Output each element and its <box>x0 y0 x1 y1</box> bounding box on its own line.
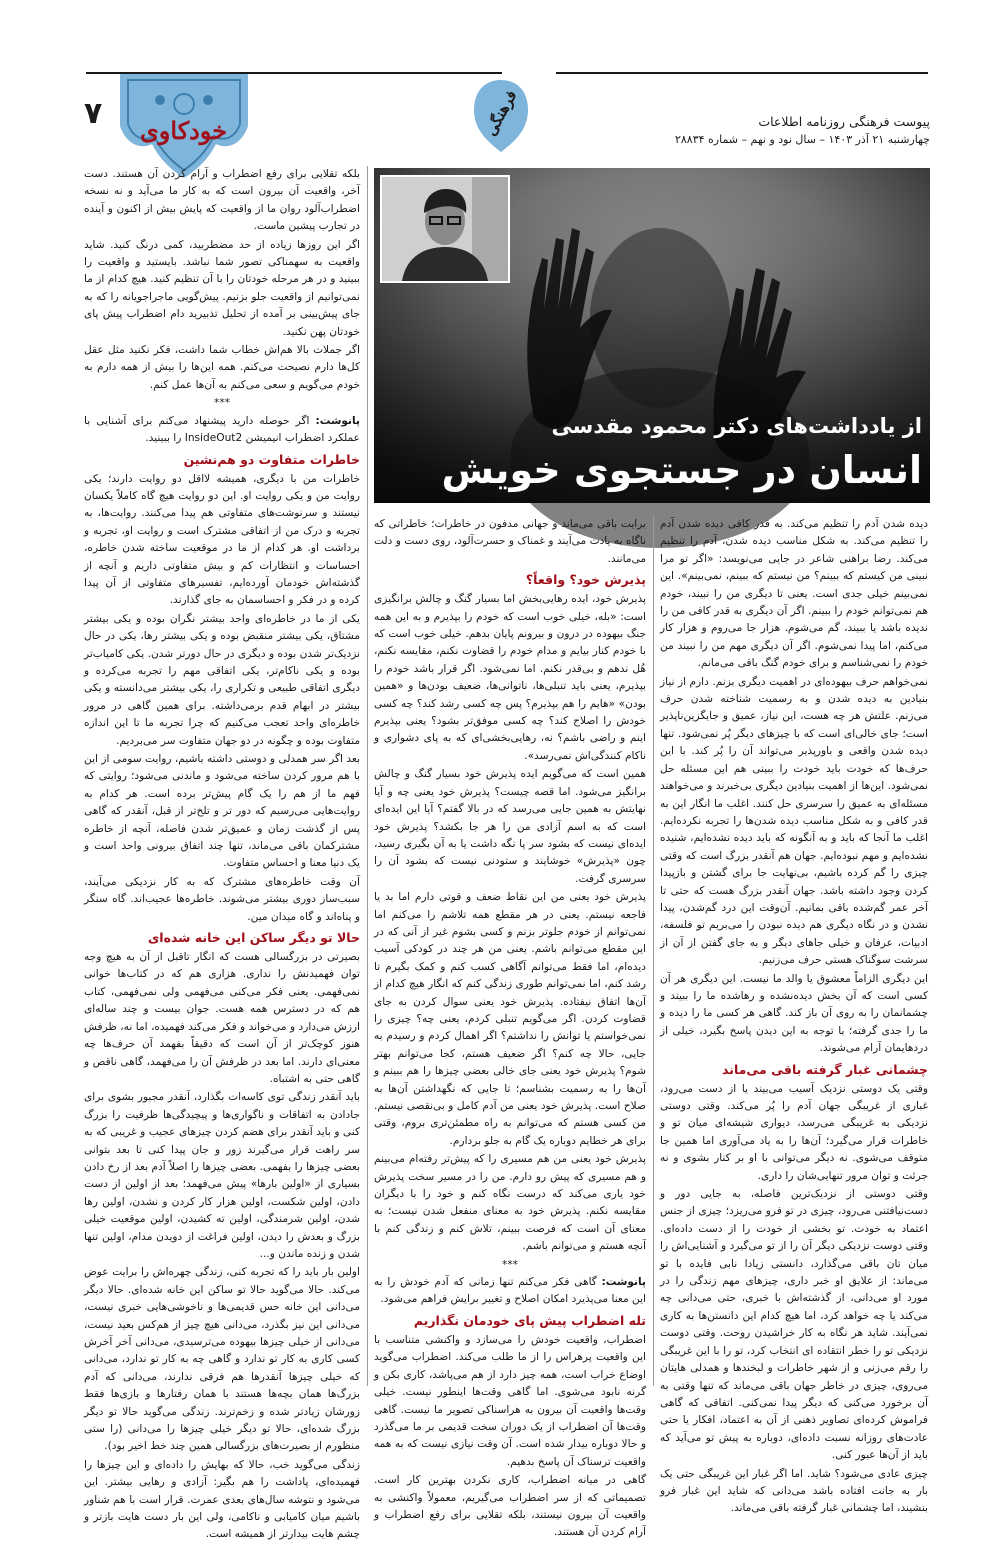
subheading: چشمانی غبار گرفته باقی می‌ماند <box>722 1061 928 1077</box>
paragraph: پذیرش خود یعنی من این نقاط ضعف و قوتی دارم اما بد یا فاجعه نیستم. یعنی در هر مقطع همه تلاشم را می‌کنم اما نمی‌توانم از خودم جلوتر بزنم و کسی بشوم غیر از آنی که در این مقطع می‌توانم باشم. یعنی من هر چند در کودکی آسیب دیده‌ام، اما فقط می‌توانم آگاهی کسب کنم و کمک بگیرم تا رشد کنم، اما نمی‌توانم طوری زندگی کنم که انگار هیچ کدام از آن‌ها اتفاق نیفتاده. پذیرش خود یعنی سوال کردن به جای قضاوت کردن. اگر می‌گویم تنبلی کردم، یعنی چه؟ چیزی را نمی‌خواستم یا توانش را نداشتم؟ اگر اهمال کردم و رسیدم به جایی، حالا چه کنم؟ اگر ضعیف هستم، کجا می‌توانم بهتر شوم؟ پذیرش خود یعنی جای خالی بعضی چیزها را هم ببینم و آن‌ها را به رسمیت بشناسم؛ تا جایی که نگهداشتن آن‌ها به صلاح است. پذیرش خود یعنی من آدم کامل و بی‌نقصی نیستم. من کسی هستم که می‌توانم به راه مطمئن‌تری بروم، وقتی برای هر خطایم دوباره یک گام به جلو بردارم. <box>374 891 646 1147</box>
paragraph: آن وقت خاطره‌های مشترک که به کار نزدیکی می‌آیند، سبب‌ساز دوری بیشتر می‌شوند. خاطره‌ها عجیب‌اند. گاه سنگر و پناه‌اند و گاه میدان مین. <box>84 875 360 923</box>
footnote-text: گاهی فکر می‌کنم تنها زمانی که آدم خودش را به این معنا می‌پذیرد امکان اصلاح و تغییر برایش فراهم می‌شود. <box>374 1276 646 1306</box>
footnote-label: پانوشت: <box>315 414 360 427</box>
paragraph: وقتی یک دوستی نزدیک آسیب می‌بیند یا از دست می‌رود، غباری از غریبگی جهان آدم را پُر می‌کند. وقتی دوستی نزدیکی به غریبگی می‌رسد، دیواری شیشه‌ای میان تو و خاطرات قرار می‌گیرد؛ آن‌ها را به یاد می‌آوری اما همین جا متوقف می‌شوی. نه دیگر می‌توانی با او بر کنار بشوی و نه جرئت و توان مرور تنهایی‌شان را داری. <box>660 1082 928 1182</box>
footnote <box>84 413 360 448</box>
paragraph: اضطراب، واقعیت خودش را می‌سازد و واکنشی متناسب با این واقعیت پرهراس را از ما طلب می‌کند. اضطراب می‌گوید اوضاع خراب است، همه چیز دارد از هم می‌پاشد، کاری بکن و گرنه نابود می‌شوی. اما گاهی وقت‌ها اینطور نیست. خیلی وقت‌ها واقعیت آن بیرون به هراسناکی تصویر ما نیست. گاهی وقت‌ها آن اضطراب از یک دوران سخت قدیمی بر ما می‌گذرد و حالا دوباره بیدار شده است. آن وقت نیازی نیست که به همه واقعیت ترسناک آن پاسخ بدهیم. <box>374 1333 646 1468</box>
logo-word: فرهنگی <box>481 87 521 139</box>
paragraph: این دیگری الزاماً معشوق یا والد ما نیست. این دیگری هر آن کسی است که آن بخش دیده‌نشده و رهاشده ما را ببیند و چشمانمان را به روی آن باز کند. گاهی هر کسی ما را دیده و ما را جدی گرفته؛ با توجه به این دیدن پاسخ بگیرد، خیلی از دردهایمان آرام می‌شوند. <box>660 972 928 1055</box>
paragraph: بلکه تقلایی برای رفع اضطراب و آرام کردن آن هستند. دست آخر، واقعیت آن بیرون است که به کار ما می‌آید و نه نسخه اضطراب‌آلود روان ما از واقعیت که پایش بیش از اکنون و آینده در تجارب پیشین ماست. <box>84 168 360 233</box>
separator-stars: *** <box>502 1258 518 1271</box>
column-divider <box>653 516 654 1386</box>
header-rule-right <box>556 72 928 74</box>
supplement-name: پیوست فرهنگی روزنامه اطلاعات <box>758 114 930 129</box>
article-title: انسان در جستجوی خویش <box>441 448 922 492</box>
subheading: خاطرات متفاوت دو هم‌نشین <box>183 451 360 467</box>
column-1 <box>660 516 928 1515</box>
supplement-logo <box>474 80 528 152</box>
paragraph: خاطرات من با دیگری، همیشه لااقل دو روایت دارند؛ یکی روایت من و یکی روایت او. این دو روایت هیچ گاه کاملاً یکسان نیستند و سرنوشت‌های متفاوتی هم پیدا می‌کنند. روایت‌ها، به تجربه و درک من از اتفاقی مشترک است و روایت او، تجربه و برداشت او. هر کدام از ما در موقعیت ساخته شدن خاطره، احساسات و انتظارات کم و بیش متفاوتی داریم و آنچه از گذشته‌اش خودمان آورده‌ایم، تفسیرهای متفاوتی از آن پیدا کرده و در فکر و احساسمان به جای گذارند. <box>84 472 360 607</box>
section-title: خودکاوی <box>140 116 228 145</box>
paragraph: گاهی در میانه اضطراب، کاری نکردن بهترین کار است. تصمیماتی که از سر اضطراب می‌گیریم، معمولاً واکنشی به واقعیت آن بیرون نیستند، بلکه تقلایی برای رفع اضطراب و آرام کردن آن هستند. <box>374 1474 646 1539</box>
page-number: ۷ <box>84 96 103 131</box>
separator-stars: *** <box>214 397 230 410</box>
column-2 <box>374 516 646 1539</box>
article-kicker: از یادداشت‌های دکتر محمود مقدسی <box>551 414 922 438</box>
paragraph: نمی‌خواهم حرف بیهوده‌ای در اهمیت دیگری بزنم. دارم از نیاز بنیادین به دیده شدن و به رسمیت شناخته شدن حرف می‌زنم. علتش هر چه هست، این نیاز، عمیق و جایگزین‌ناپذیر است؛ جای خالی‌ای است که با چیزهای دیگر پُر نمی‌شود. تنها دیده شدن واقعی و باورپذیر می‌تواند آن را پُر کند. با این حرف‌ها که خودت باید خودت را ببینی هم این مسئله حل نمی‌شود. این‌ها از اهمیت بنیادین دیگری بی‌خبرند و می‌خواهند مسئله‌ای به عمیق را سرسری حل کنند. اغلب ما انگار این به قدر کافی و به شکل مناسب دیده شدن‌ها را تجربه نکرده‌ایم. اغلب ما آنجا که باید و به آنگونه که باید دیده نشده‌ایم، شنیده نشده‌ایم و مهم نبوده‌ایم. جهان هم آنقدر بزرگ است که وقتی چیزی را گم کرده باشیم، بی‌نهایت جا برای گشتن و بازپیدا کردن وجود داشته باشد. جهان آنقدر بزرگ هست که حتی تا آخر عمر گم‌شده باقی بمانیم. آن‌وقت این درد گم‌شدن، پیدا نشدن و در نگاه دیگری هم دیده نبودن را می‌بریم تو فلسفه، ادبیات، عرفان و خیلی جاهای دیگر و به جای گفتن از آن از سرشت سوگناک هستی حرف می‌زنیم. <box>660 675 928 967</box>
film-title: InsideOut2 <box>184 432 243 445</box>
paragraph: بصیرتی در بزرگسالی هست که انگار تاقبل از آن به هیچ وجه توان فهمیدنش را نداری. هزاری هم که در کتاب‌ها خوانی نمی‌فهمی. یعنی فکر می‌کنی می‌فهمی ولی نمی‌فهمی، کتاب هم که در دسترس همه هست. جوان بیست و چند ساله‌ای ارزش می‌دارد و می‌خواند و فکر می‌کند فهمیده، اما نه، ظرفش هنوز کوچک‌تر از آن است که دقیقاً بفهمد آن حرف‌ها چه معنی‌ای دارند. اما بعد در ظرفش آن را می‌فهمد، گاهی ناقص و گاهی حتی به اشتباه. <box>84 951 360 1085</box>
paragraph: دیده شدن آدم را تنظیم می‌کند. به قدر کافی دیده شدن آدم را تنظیم می‌کند. به شکل مناسب دیده شدن، آدم را تنظیم می‌کند. رضا براهنی شاعر در جایی می‌نویسد: «اگر تو مرا نبینی من کیستم که ببینم؟ من نیستم که ببینم، نمی‌بینم». این نمی‌بینم خیلی جدی است. یعنی تا دیگری من را نبیند، خودم هم نمی‌توانم خودم را ببینم. اگر آن دیگری به قدر کافی من را ندیده باشد یا ببیند، گم می‌شوم. هزار جا می‌روم و هزار کار می‌کنم، اما پیدا نمی‌شوم. اگر آن دیگری مهم من را نبیند من خودم را نمی‌شناسم و برای خودم گنگ باقی می‌مانم. <box>660 518 928 670</box>
paragraph: اگر جملات بالا هم‌اش خطاب شما داشت، فکر نکنید مثل عقل کل‌ها دارم نصیحت می‌کنم. همه این‌ها را بیش از همه دارم به خودم می‌گویم و سعی می‌کنم به آن‌ها عمل کنم. <box>84 344 360 391</box>
footnote-tail: را ببینید. <box>145 432 182 445</box>
subheading: پذیرش خود؟ واقعاً؟ <box>525 572 646 588</box>
paragraph: اگر این روزها زیاده از حد مضطربید، کمی درنگ کنید. شاید واقعیت به سهمناکی تصور شما نباشد. بایستید و واقعیت را ببینید و در هر مرحله خودتان را با آن تنظیم کنید. هیچ کدام از ما نمی‌توانیم از واقعیت جلو بزنیم. پیش‌گویی ماجراجویانه را که به جای پیش‌بینی بر آمده از تحلیل تذبیرید دام اضطراب پیش پای خودتان پهن نکنید. <box>84 238 360 338</box>
footnote-text: اگر حوصله دارید پیشنهاد می‌کنم برای آشنایی با عملکرد اضطراب انیمیشن <box>84 414 360 445</box>
footnote-label: پانوشت: <box>601 1276 646 1289</box>
paragraph: چیزی عادی می‌شود؟ شاید. اما اگر غبار این غریبگی حتی یک بار به جانت افتاده باشد می‌دانی که شاید این غبار فرو بنشیند، اما چشمانی غبار گرفته باقی می‌ماند. <box>660 1467 928 1515</box>
author-photo <box>380 175 510 283</box>
subheading: تله اضطراب پیش پای خودمان نگذاریم <box>413 1312 646 1328</box>
paragraph: بعد اگر سر همدلی و دوستی داشته باشیم، روایت سومی از این با هم مرور کردن ساخته می‌شود و ماندنی می‌شود؛ روایتی که فهم ما از هم را یک گام پیش‌تر برده است. هر کدام به روایت‌هایی می‌رسیم که دور تر و تلخ‌تر از قبل، آنقدر که گاهی پس از گذشت زمان و عمیق‌تر شدن فاصله، آنچه از خاطره مشترکمان باقی می‌ماند، تنها چند اتفاق بیرونی واحد است و یک دنیا معنا و احساس متفاوت. <box>84 753 360 870</box>
subheading: حالا تو دیگر ساکن این خانه شده‌ای <box>147 930 360 946</box>
paragraph: پذیرش خود، ایده رهایی‌بخش اما بسیار گنگ و چالش برانگیزی است: «بله، خیلی خوب است که خودم را بپذیرم و به این همه جنگ بیهوده در درون و بیرونم پایان بدهم. خیلی خوب است که با خودم کنار بیایم و مدام خودم را قضاوت نکنم، مقایسه نکنم، هُل ندهم و بی‌قدر نکنم. اما نمی‌شود. اگر قرار باشد خودم را بپذیرم، یعنی باید تنبلی‌ها، ناتوانی‌ها، ضعیف بودن‌ها و «همین بودن» «هایم را هم بپذیرم؟ پس چه کسی رشد کند؟ چه کسی خودش را اصلاح کند؟ چه کسی موفق‌تر بشود؟ یعنی بپذیرم اینم و راضی باشم؟ نه، رهایی‌بخشی‌ای که به پای دشواری و ناکام کنندگی‌اش نمی‌رسد». <box>374 593 646 762</box>
paragraph: باید آنقدر زندگی توی کاسه‌ات بگذارد، آنقدر مجبور بشوی برای جادادن به اتفاقات و ناگواری‌ها و پیچیدگی‌ها ظرفیت را بزرگ کنی و باید آنقدر برای هضم کردن چیزهای عجیب و غریبی که به سر راهت قرار می‌گیرند زور و جان پیدا کنی تا بعد بتوانی بعضی چیزها را بفهمی. بعضی چیزها را اصلاً آدم بعد از رخ دادن بسیاری از «اولین بارها» پیش می‌فهمد؛ بعد از اولین از دست دادن، اولین شکست، اولین هزار کار کردن و نشدن، اولین رها شدن، اولین شرمندگی، اولین ته کشیدن، اولین موقعیت خیلی بزرگ و بعدش را دیدن، اولین فراغت از دویدن مدام، اولین تنها شدن و زنده ماندن و... <box>84 1091 360 1260</box>
paragraph: وقتی دوستی از نزدیک‌ترین فاصله، به جایی دور و دست‌نیافتنی می‌رود، چیزی در تو فرو می‌ریزد؛ چیزی از جنس اعتماد به خودت. تو بخشی از خودت را از دست داده‌ای. وقتی دوست نزدیکی دیگر آن را از تو می‌گیرد و آشنایی‌اش را میان تان باقی می‌گذارد، دانستی زیادا نابی فایده با تو می‌ماند: از علایق او خبر داری، چیزهای مهم زندگی را در مورد او می‌دانی، از گذشته‌اش با خبری، حتی می‌دانی چه می‌کند یا چه خواهد کرد، اما هیچ کدام این دانستن‌ها به کاری نمی‌آیند. شاید هر نگاه به کار خراشیدن روحت. وقتی دوست نزدیکی تو را خطر انتقاده ای انتخاب کرد، تو را با این غریبگی را رقم می‌زنی و از شهر خاطرات و لبخندها و همدلی هایتان می‌روی، چیزی در خاطر جهان باقی می‌ماند که تنها وقتی به آن برخورد می‌کنی که دیگر پیدا نمی‌کنی. اتفاقی که گاهی فراموش کرده‌ای تصاویر ذهنی از آن به اعتماد، افکار یا حتی عادت‌های روزانه نسبت داده‌ای، دوباره به پیش تو می‌آید که باید از آن‌ها عبور کنی. <box>660 1188 928 1462</box>
paragraph: همین است که می‌گویم ایده پذیرش خود بسیار گنگ و چالش برانگیز می‌شود. اما قصه چیست؟ پذیرش خود یعنی چه و آیا نهایتش به همین جایی می‌رسد که در بالا گفتم؟ آیا این ایده‌ای است که به اسم آزادی من را هر جا بکشد؟ پذیرش خود ایده‌ای نیست که بشود سر پا نگه داشت یا به آن بگیری رسید، چون «پذیرش» خوشایند و ستودنی نیست که بشود آن را سرسری گرفت. <box>374 768 646 885</box>
author-portrait-icon <box>382 177 508 281</box>
paragraph: برایت باقی می‌ماند و جهانی مدفون در خاطرات؛ خاطراتی که ناگاه به یادت می‌آیند و غمناک و حسرت‌آلود، روی دست و دلت می‌مانند. <box>374 518 646 565</box>
paragraph: اولین بار باید را که تجربه کنی، زندگی چهره‌اش را برایت عوض می‌کند. حالا می‌گوید حالا تو ساکن این خانه شده‌ای. حالا دیگر می‌دانی این خانه حس قدیمی‌ها و ناخوشی‌هایی خبری نیست، می‌دانی این نیز بگذرد، می‌دانی هیچ چیز از هم‌کس بعید نیست، می‌دانی از خیلی چیزها بیهوده می‌ترسیدی، می‌دانی آخر آخرش کسی کاری به کار تو ندارد و گاهی چه به کار تو ندارد، می‌دانی که خیلی چیزها آنقدرها هم فرقی ندارند، می‌دانی که آدم بزرگ‌ها همان بچه‌ها هستند با همان رفتارها و بازی‌ها فقط زورشان زیادتر شده و زخم‌ترند. زندگی می‌گوید حالا تو دیگر بزرگ شده‌ای، حالا تو دیگر خیلی چیزها را می‌دانی (را ستی منظورم از بصیرت‌های بزرگسالی همین چند خط اخیر بود). <box>84 1266 360 1453</box>
column-divider <box>367 166 368 1386</box>
paragraph: زندگی می‌گوید خب، حالا که بهایش را داده‌ای و این چیزها را فهمیده‌ای، پاداشت را هم بگیر: آزادی و رهایی بیشتر. این می‌شود و نتوشه سال‌های بعدی عمرت. قرار است با هم شناور باشیم میان کامیابی و ناکامی، ولی این بار دست هایت بازتر و چشم هایت بیدارتر از همیشه است. <box>84 1458 360 1541</box>
paragraph: پذیرش خود یعنی من هم مسیری را که پیش‌تر رفته‌ام می‌بینم و هم مسیری که پیش رو دارم. من را در مسیر سخت پذیرش خود یاری می‌کند که درست نگاه کنم و خود را با دیگران مقایسه نکنم. پذیرش خود به معنای منفعل شدن نیست؛ به معنای آن است که فرصت ببینم، تلاش کنم و زندگی کنم با آنچه هستم و می‌توانم باشم. <box>374 1153 646 1253</box>
footnote <box>374 1274 646 1309</box>
paragraph: یکی از ما در خاطره‌ای واحد بیشتر نگران بوده و یکی بیشتر مشتاق، یکی بیشتر منقبض بوده و یکی بیشتر رها، یکی در حال نزدیک‌تر شدن بوده و دیگری در حال دورتر شدن. یکی کامیاب‌تر بوده و یکی ناکام‌تر، یکی اتفاقی مهم را تجربه می‌کرده و دیگری اتفاقی طبیعی و تکراری را، یکی بیشتر می‌دانسته و یکی بیشتر در ابهام قدم برمی‌داشته. برای همین گاهی در مرور خاطره‌ای واحد تعجب می‌کنیم که چرا تجربه ما تا این اندازه متفاوت بوده و چگونه در دو جهان متفاوت سر می‌بردیم. <box>84 612 360 747</box>
column-3 <box>84 166 360 1541</box>
dateline: چهارشنبه ۲۱ آذر ۱۴۰۳ – سال نود و نهم – شماره ۲۸۸۳۴ <box>674 133 930 146</box>
